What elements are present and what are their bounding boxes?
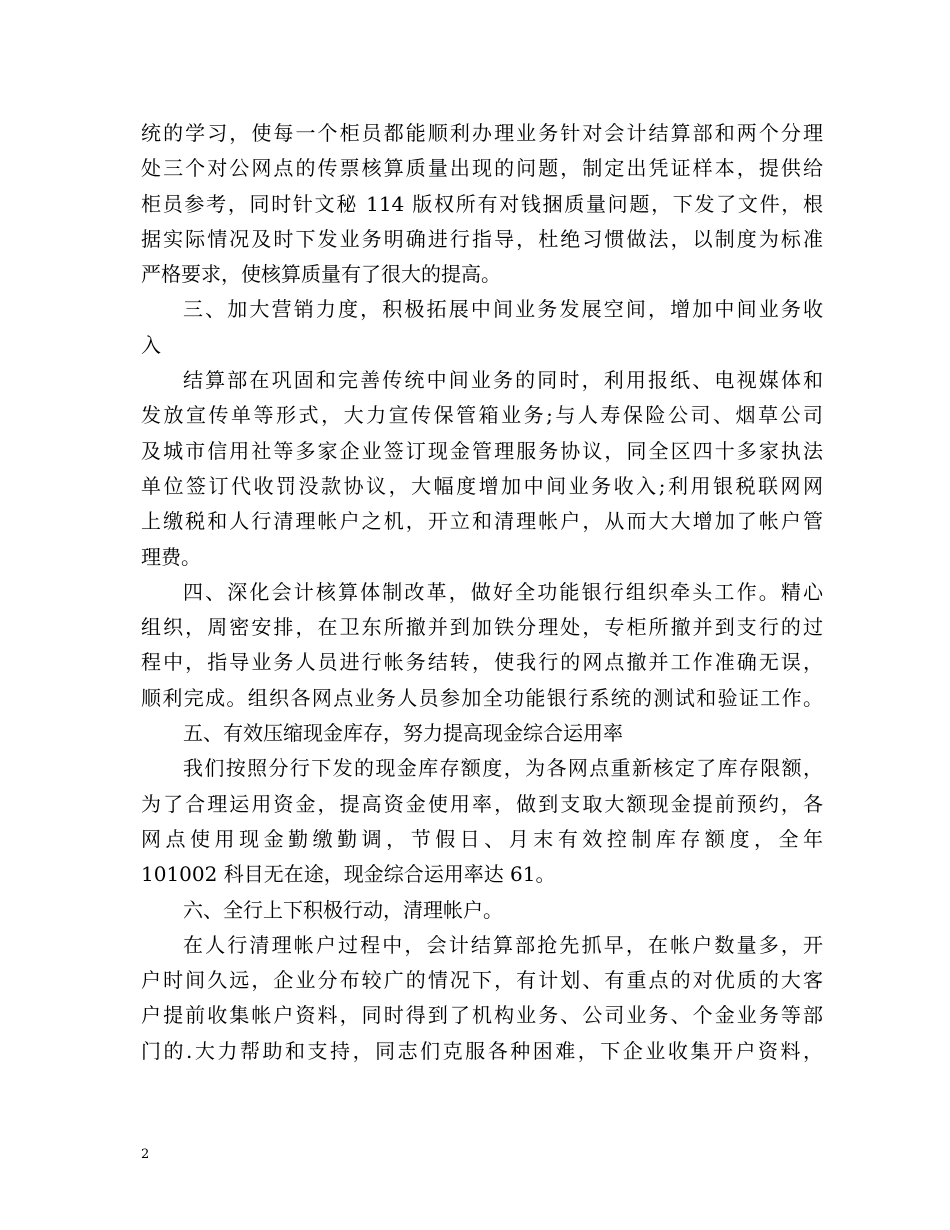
section-heading: 三、加大营销力度，积极拓展中间业务发展空间，增加中间业务收 <box>183 297 823 322</box>
text-line: 处三个对公网点的传票核算质量出现的问题，制定出凭证样本，提供给 <box>141 156 823 181</box>
text-line: 柜员参考，同时针文秘 114 版权所有对钱捆质量问题，下发了文件，根 <box>141 191 823 216</box>
text-line: 户提前收集帐户资料，同时得到了机构业务、公司业务、个金业务等部 <box>141 1003 823 1028</box>
text-line: 统的学习，使每一个柜员都能顺利办理业务针对会计结算部和两个分理 <box>141 121 823 145</box>
text-line: 理费。 <box>141 544 201 569</box>
text-line: 及城市信用社等多家企业签订现金管理服务协议，同全区四十多家执法 <box>141 438 823 463</box>
text-line: 网点使用现金勤缴勤调，节假日、月末有效控制库存额度，全年 <box>141 826 823 851</box>
text-line: 我们按照分行下发的现金库存额度，为各网点重新核定了库存限额， <box>183 756 823 781</box>
text-line: 结算部在巩固和完善传统中间业务的同时，利用报纸、电视媒体和 <box>183 368 823 393</box>
text-line: 为了合理运用资金，提高资金使用率，做到支取大额现金提前预约，各 <box>141 791 823 816</box>
text-line: 户时间久远，企业分布较广的情况下，有计划、有重点的对优质的大客 <box>141 968 823 993</box>
section-heading: 六、全行上下积极行动，清理帐户。 <box>183 897 503 922</box>
text-line: 单位签订代收罚没款协议，大幅度增加中间业务收入;利用银税联网网 <box>141 473 823 498</box>
text-line: 在人行清理帐户过程中，会计结算部抢先抓早，在帐户数量多，开 <box>183 932 823 957</box>
section-heading: 四、深化会计核算体制改革，做好全功能银行组织牵头工作。精心 <box>183 579 823 604</box>
text-line: 上缴税和人行清理帐户之机，开立和清理帐户，从而大大增加了帐户管 <box>141 509 823 534</box>
text-line: 门的.大力帮助和支持，同志们克服各种困难，下企业收集开户资料， <box>141 1038 823 1063</box>
section-heading: 五、有效压缩现金库存，努力提高现金综合运用率 <box>183 721 623 746</box>
text-line: 据实际情况及时下发业务明确进行指导，杜绝习惯做法，以制度为标准 <box>141 226 823 251</box>
section-heading-continued: 入 <box>141 332 161 357</box>
text-line: 组织，周密安排，在卫东所撤并到加铁分理处，专柜所撤并到支行的过 <box>141 615 823 640</box>
page-number: 2 <box>141 1147 150 1162</box>
body-text <box>141 116 823 1069</box>
text-line: 发放宣传单等形式，大力宣传保管箱业务;与人寿保险公司、烟草公司 <box>141 403 823 428</box>
text-line: 101002 科目无在途，现金综合运用率达 61。 <box>141 862 556 887</box>
text-line: 程中，指导业务人员进行帐务结转，使我行的网点撤并工作准确无误， <box>141 650 823 675</box>
text-line: 严格要求，使核算质量有了很大的提高。 <box>141 262 501 287</box>
text-line: 顺利完成。组织各网点业务人员参加全功能银行系统的测试和验证工作。 <box>141 685 823 710</box>
